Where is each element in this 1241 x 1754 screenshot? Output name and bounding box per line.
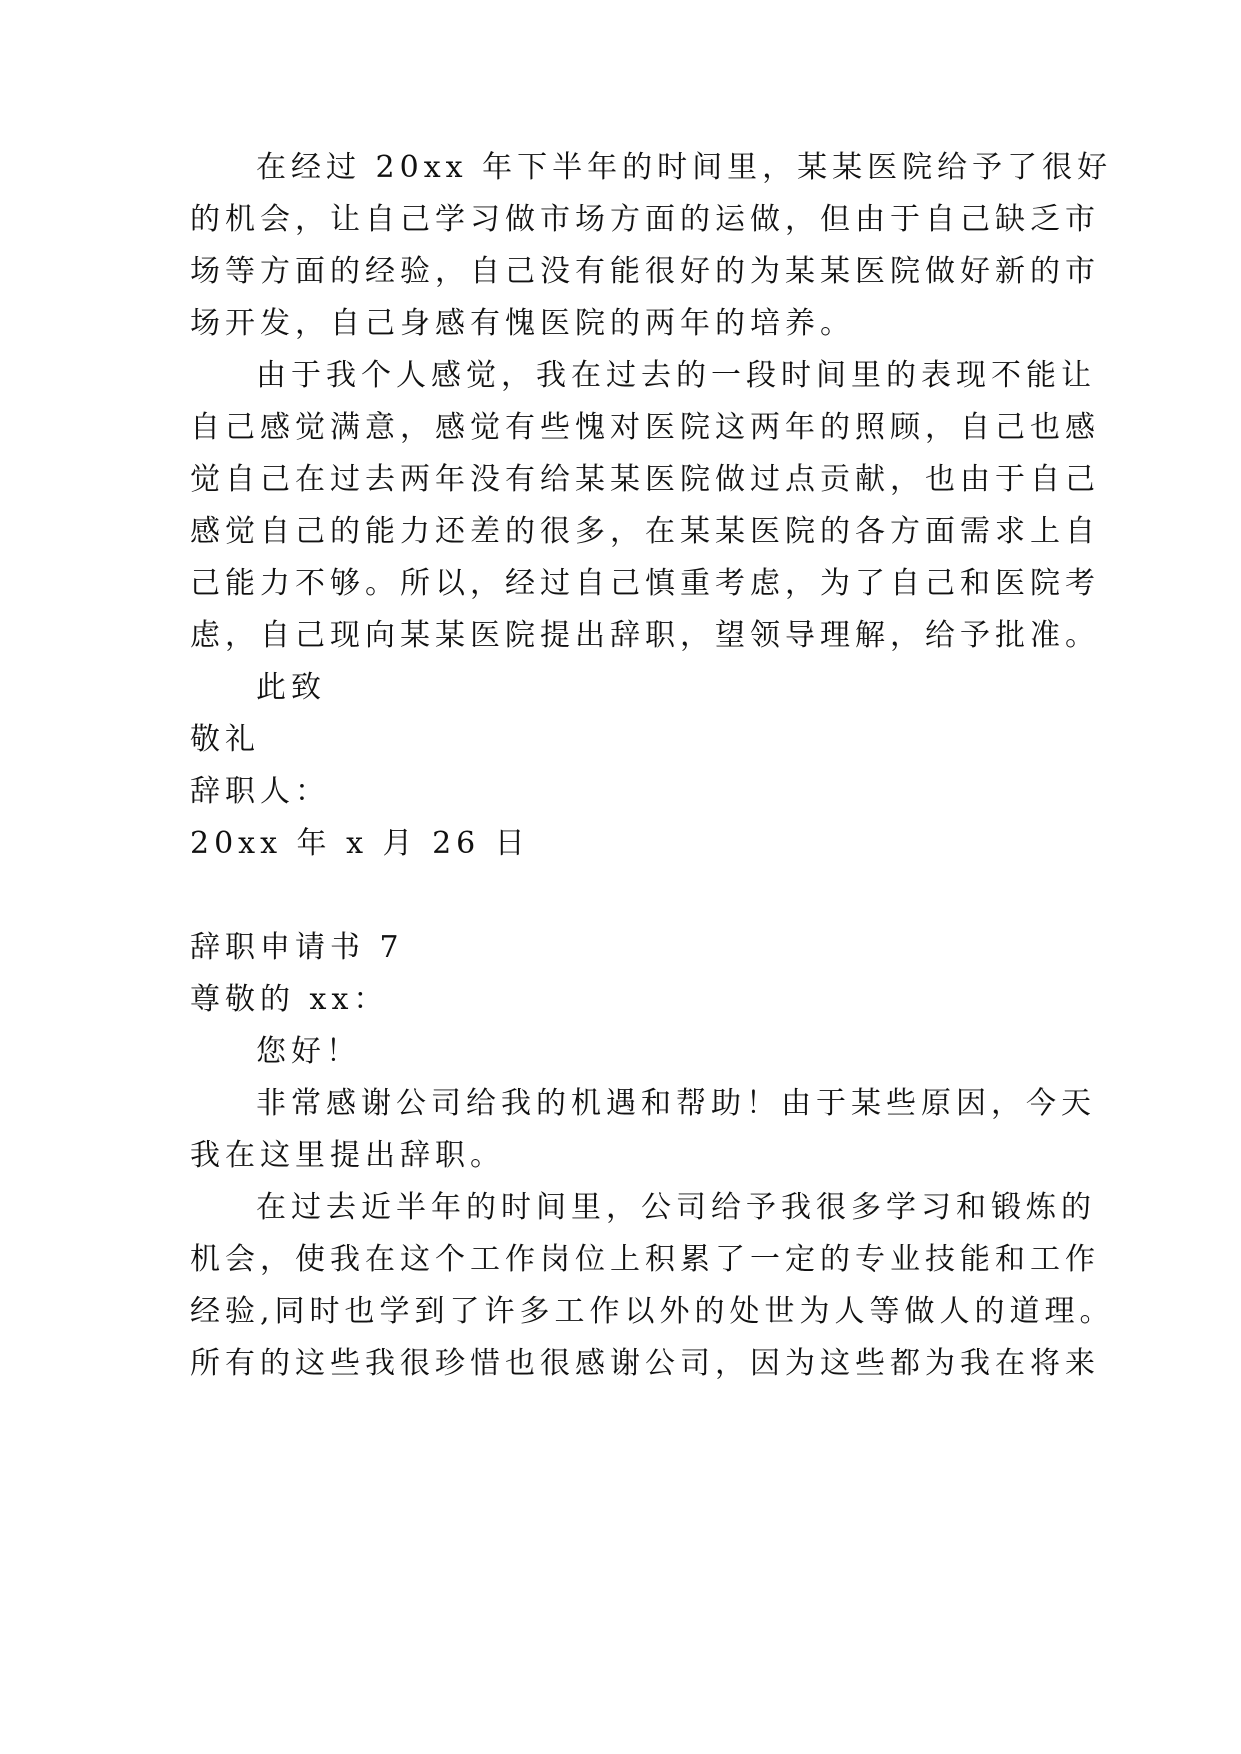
s1-p2-line-5: 己能力不够。所以，经过自己慎重考虑，为了自己和医院考 <box>190 566 1100 601</box>
s2-p2-line-3: 经验,同时也学到了许多工作以外的处世为人等做人的道理。 <box>190 1294 1115 1329</box>
addressee-line: 尊敬的 xx： <box>190 982 389 1017</box>
s1-p1-line-4: 场开发，自己身感有愧医院的两年的培养。 <box>190 306 855 341</box>
closing-line: 此致 <box>256 670 326 705</box>
s1-p2-line-1: 由于我个人感觉，我在过去的一段时间里的表现不能让 <box>256 358 1096 393</box>
s1-p2-line-6: 虑，自己现向某某医院提出辞职，望领导理解，给予批准。 <box>190 618 1100 653</box>
s2-p2-line-1: 在过去近半年的时间里，公司给予我很多学习和锻炼的 <box>256 1190 1096 1225</box>
signer-line: 辞职人： <box>190 774 330 809</box>
salute-line: 敬礼 <box>190 722 260 757</box>
s1-p1-line-3: 场等方面的经验，自己没有能很好的为某某医院做好新的市 <box>190 254 1100 289</box>
s2-p2-line-2: 机会，使我在这个工作岗位上积累了一定的专业技能和工作 <box>190 1242 1100 1277</box>
date-line: 20xx 年 x 月 26 日 <box>190 826 530 861</box>
s1-p1-line-2: 的机会，让自己学习做市场方面的运做，但由于自己缺乏市 <box>190 202 1100 237</box>
s1-p2-line-4: 感觉自己的能力还差的很多，在某某医院的各方面需求上自 <box>190 514 1100 549</box>
section-title: 辞职申请书 7 <box>190 930 404 965</box>
s2-p1-line-2: 我在这里提出辞职。 <box>190 1138 505 1173</box>
s1-p1-line-1: 在经过 20xx 年下半年的时间里，某某医院给予了很好 <box>256 150 1113 185</box>
s1-p2-line-2: 自己感觉满意，感觉有些愧对医院这两年的照顾，自己也感 <box>190 410 1100 445</box>
s1-p2-line-3: 觉自己在过去两年没有给某某医院做过点贡献，也由于自己 <box>190 462 1100 497</box>
s2-p1-line-1: 非常感谢公司给我的机遇和帮助！由于某些原因，今天 <box>256 1086 1096 1121</box>
greeting-line: 您好！ <box>256 1034 361 1069</box>
s2-p2-line-4: 所有的这些我很珍惜也很感谢公司，因为这些都为我在将来 <box>190 1346 1100 1381</box>
